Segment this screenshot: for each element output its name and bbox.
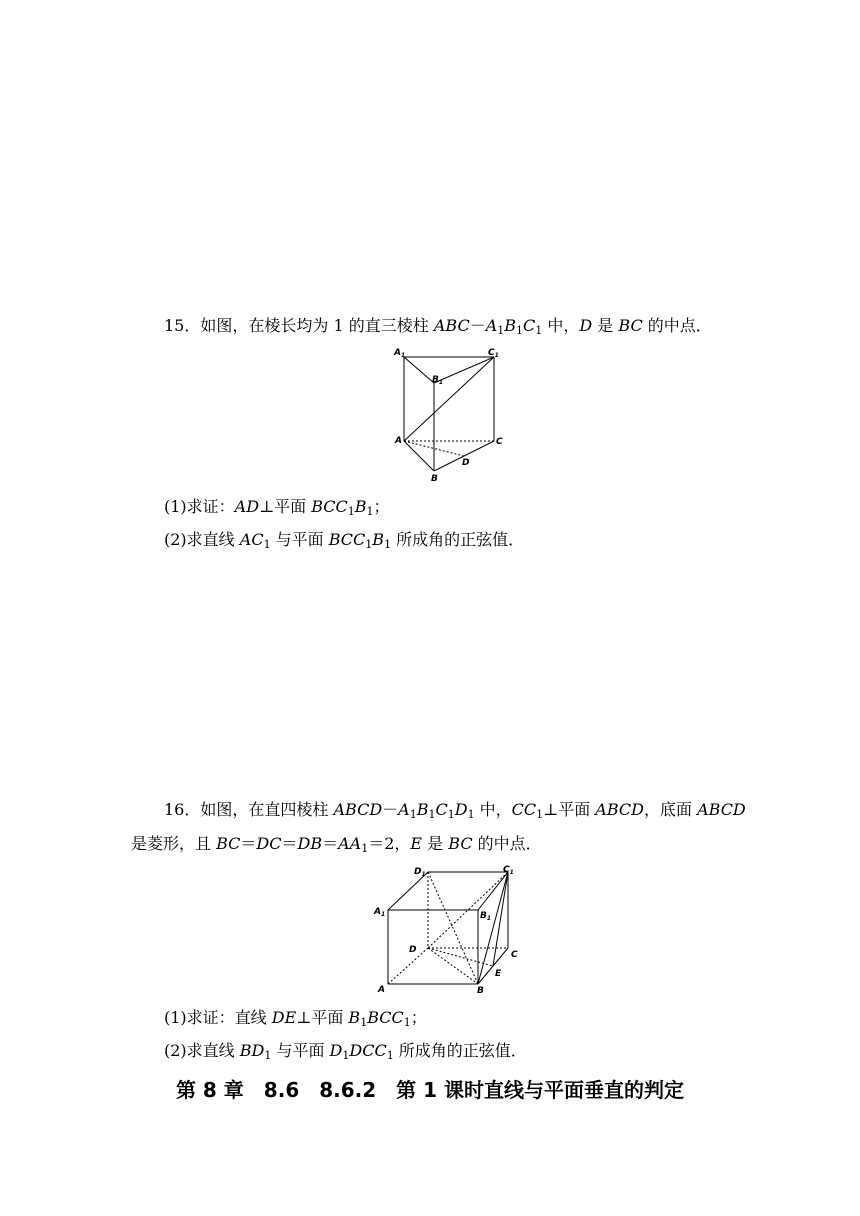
- label-A1: $A_1$: [394, 348, 406, 359]
- label-A: A: [395, 436, 402, 446]
- label-B: B: [431, 474, 438, 484]
- problem-15-figure: [390, 345, 510, 489]
- label-B1: $B_1$: [480, 911, 492, 922]
- label-C1: $C_1$: [503, 865, 514, 876]
- problem-16-statement-line-2: 是菱形，且 $BC=DC=DB=AA_1=2$，E 是 BC 的中点．: [131, 834, 542, 855]
- label-A1: $A_1$: [374, 907, 386, 918]
- prism-diagram: [390, 345, 510, 485]
- label-D: D: [462, 458, 470, 468]
- cube-diagram: [370, 862, 530, 1000]
- label-E: E: [495, 969, 502, 979]
- problem-16-statement-line-1: 16．如图，在直四棱柱 $ABCD-A_1B_1C_1D_1$ 中，$CC_1\perp$平面 ABCD，底面 ABCD: [164, 800, 746, 821]
- problem-15-question-2: (2)求直线 $AC_1$ 与平面 $BCC_1B_1$ 所成角的正弦值．: [164, 530, 525, 551]
- problem-15-statement: 15．如图，在棱长均为 1 的直三棱柱 $ABC-A_1B_1C_1$ 中，D 是 BC 的中点．: [164, 316, 712, 337]
- label-B1: $B_1$: [432, 375, 444, 386]
- label-C: C: [496, 437, 503, 447]
- chapter-title: 第 8 章 8.6 8.6.2 第 1 课时直线与平面垂直的判定: [175, 1078, 685, 1102]
- label-D1: $D_1$: [414, 867, 426, 878]
- label-A: A: [378, 985, 385, 995]
- label-B: B: [477, 986, 484, 996]
- problem-16-question-1: (1)求证：直线 DE⊥平面 $B_1BCC_1$；: [164, 1008, 427, 1029]
- label-D: D: [409, 945, 417, 955]
- label-C: C: [511, 950, 518, 960]
- problem-15-question-1: (1)求证：AD⊥平面 $BCC_1B_1$；: [164, 497, 390, 518]
- problem-16-figure: [370, 862, 530, 1004]
- problem-16-question-2: (2)求直线 $BD_1$ 与平面 $D_1DCC_1$ 所成角的正弦值．: [164, 1041, 527, 1062]
- label-C1: $C_1$: [488, 348, 499, 359]
